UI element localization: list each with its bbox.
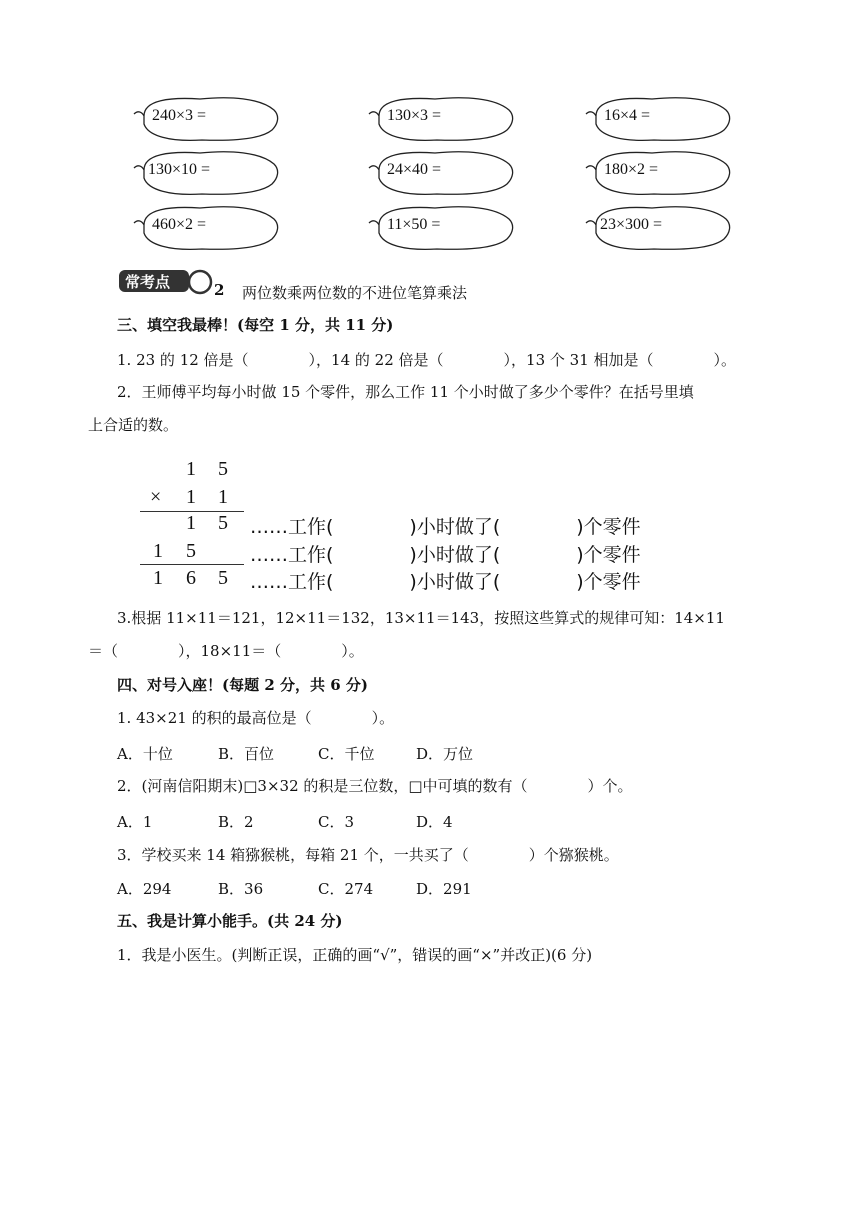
leaf-bubble bbox=[582, 203, 732, 253]
option-a: A．1 bbox=[117, 813, 153, 831]
option-c: C．千位 bbox=[318, 745, 375, 763]
topic-title: 两位数乘两位数的不进位笔算乘法 bbox=[242, 284, 468, 302]
rule-line bbox=[140, 564, 244, 565]
leaf-expression: 130×3 = bbox=[387, 107, 442, 124]
digit: 6 bbox=[186, 567, 196, 589]
leaf-bubble bbox=[365, 148, 515, 198]
leaf-bubble bbox=[130, 203, 280, 253]
step-description: ……工作( )小时做了( )个零件 bbox=[250, 516, 641, 538]
leaf-bubble bbox=[365, 203, 515, 253]
section3-title: 三、填空我最棒！(每空 1 分，共 11 分) bbox=[117, 316, 394, 334]
section4-q3: 3．学校买来 14 箱猕猴桃，每箱 21 个，一共买了（ ）个猕猴桃。 bbox=[117, 846, 619, 864]
topic-badge bbox=[118, 268, 214, 296]
section5-q1: 1．我是小医生。(判断正误，正确的画“√”，错误的画“×”并改正)(6 分) bbox=[117, 946, 593, 964]
section5-title: 五、我是计算小能手。(共 24 分) bbox=[117, 912, 343, 930]
section4-q2: 2．(河南信阳期末)□3×32 的积是三位数，□中可填的数有（ ）个。 bbox=[117, 777, 633, 795]
topic-number: 2 bbox=[214, 281, 225, 299]
leaf-bubble bbox=[365, 94, 515, 144]
leaf-expression: 130×10 = bbox=[148, 161, 211, 178]
leaf-bubble bbox=[582, 94, 732, 144]
digit: 1 bbox=[218, 486, 228, 508]
leaf-expression: 16×4 = bbox=[604, 107, 651, 124]
leaf-expression: 240×3 = bbox=[152, 107, 207, 124]
times-sign: × bbox=[150, 486, 162, 508]
section3-q2-line1: 2．王师傅平均每小时做 15 个零件，那么工作 11 个小时做了多少个零件？在括号里填 bbox=[117, 383, 694, 401]
badge-label: 常考点 bbox=[125, 273, 171, 291]
digit: 5 bbox=[218, 512, 228, 534]
digit: 1 bbox=[186, 486, 196, 508]
leaf-expression: 460×2 = bbox=[152, 216, 207, 233]
leaf-bubble bbox=[582, 148, 732, 198]
option-d: D．291 bbox=[416, 880, 472, 898]
leaf-bubble bbox=[130, 148, 280, 198]
digit: 5 bbox=[218, 458, 228, 480]
step-description: ……工作( )小时做了( )个零件 bbox=[250, 571, 641, 593]
leaf-bubble bbox=[130, 94, 280, 144]
option-b: B．百位 bbox=[218, 745, 275, 763]
option-c: C．274 bbox=[318, 880, 374, 898]
section4-q1: 1. 43×21 的积的最高位是（ ）。 bbox=[117, 709, 395, 727]
digit: 5 bbox=[218, 567, 228, 589]
leaf-expression: 11×50 = bbox=[387, 216, 441, 233]
section3-q3-line2: ＝（ ），18×11＝（ ）。 bbox=[88, 642, 364, 660]
option-b: B．36 bbox=[218, 880, 264, 898]
leaf-expression: 24×40 = bbox=[387, 161, 442, 178]
option-a: A．294 bbox=[117, 880, 172, 898]
digit: 1 bbox=[186, 458, 196, 480]
section4-title: 四、对号入座！(每题 2 分，共 6 分) bbox=[117, 676, 368, 694]
section3-q2-line2: 上合适的数。 bbox=[88, 416, 179, 434]
digit: 1 bbox=[153, 540, 163, 562]
option-c: C．3 bbox=[318, 813, 355, 831]
option-d: D．4 bbox=[416, 813, 453, 831]
leaf-expression: 23×300 = bbox=[600, 216, 663, 233]
digit: 1 bbox=[153, 567, 163, 589]
option-a: A．十位 bbox=[117, 745, 173, 763]
option-b: B．2 bbox=[218, 813, 254, 831]
option-d: D．万位 bbox=[416, 745, 474, 763]
digit: 5 bbox=[186, 540, 196, 562]
leaf-expression: 180×2 = bbox=[604, 161, 659, 178]
step-description: ……工作( )小时做了( )个零件 bbox=[250, 544, 641, 566]
section3-q3-line1: 3.根据 11×11＝121，12×11＝132，13×11＝143，按照这些算式的规律可知：14×11 bbox=[117, 609, 725, 627]
digit: 1 bbox=[186, 512, 196, 534]
section3-q1: 1. 23 的 12 倍是（ ），14 的 22 倍是（ ），13 个 31 相加是（ ）。 bbox=[117, 351, 737, 369]
